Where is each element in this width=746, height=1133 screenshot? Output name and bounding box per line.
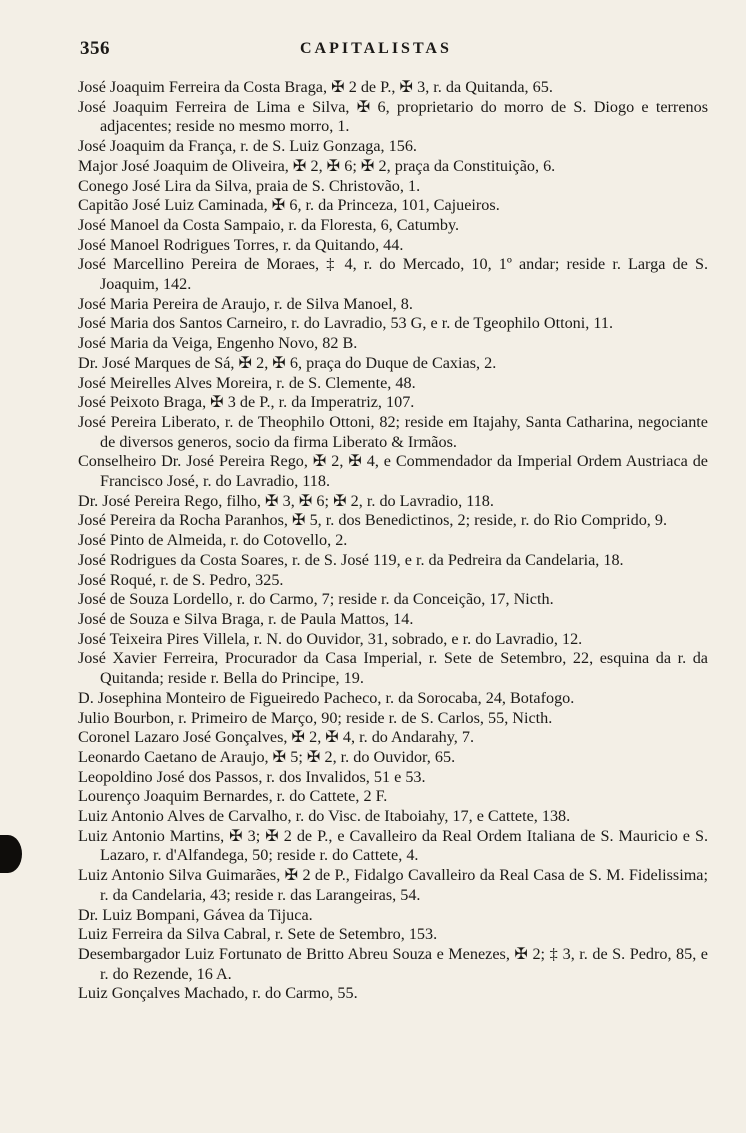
- directory-entry: José Peixoto Braga, ✠ 3 de P., r. da Imperatriz, 107.: [78, 393, 415, 412]
- directory-entry: José Manoel Rodrigues Torres, r. da Quitando, 44.: [78, 235, 404, 254]
- directory-entry: Desembargador Luiz Fortunato de Britto Abreu Souza e Menezes, ✠ 2; ‡ 3, r. de S. Pedro, 85, e r. do Rezende, 16 A.: [78, 944, 708, 983]
- directory-entry: José Rodrigues da Costa Soares, r. de S. José 119, e r. da Pedreira da Candelaria, 18.: [78, 550, 624, 569]
- directory-entry: José Maria da Veiga, Engenho Novo, 82 B.: [78, 334, 358, 353]
- directory-entry: José de Souza Lordello, r. do Carmo, 7; reside r. da Conceição, 17, Nicth.: [78, 590, 554, 609]
- directory-entry: José Pereira Liberato, r. de Theophilo Ottoni, 82; reside em Itajahy, Santa Catharina, negociante de diversos generos, socio da firma Liberato & Irmãos.: [78, 412, 708, 451]
- directory-entry: Luiz Antonio Alves de Carvalho, r. do Visc. de Itaboiahy, 17, e Cattete, 138.: [78, 807, 571, 826]
- directory-entry: José Meirelles Alves Moreira, r. de S. Clemente, 48.: [78, 373, 416, 392]
- running-head: CAPITALISTAS: [300, 40, 452, 57]
- directory-entry: Luiz Gonçalves Machado, r. do Carmo, 55.: [78, 984, 358, 1003]
- directory-entry: José Pereira da Rocha Paranhos, ✠ 5, r. dos Benedictinos, 2; reside, r. do Rio Comprido, 9.: [78, 511, 668, 530]
- directory-entry: José Maria dos Santos Carneiro, r. do Lavradio, 53 G, e r. de Tgeophilo Ottoni, 11.: [78, 314, 613, 333]
- directory-entry: José Roqué, r. de S. Pedro, 325.: [78, 570, 284, 589]
- directory-entry: José Joaquim da França, r. de S. Luiz Gonzaga, 156.: [78, 137, 417, 156]
- directory-entry: José Marcellino Pereira de Moraes, ‡ 4, r. do Mercado, 10, 1º andar; reside r. Larga de S. Joaquim, 142.: [78, 255, 708, 294]
- directory-entry: Major José Joaquim de Oliveira, ✠ 2, ✠ 6; ✠ 2, praça da Constituição, 6.: [78, 156, 556, 175]
- page-number: 356: [80, 38, 110, 59]
- directory-entry: José de Souza e Silva Braga, r. de Paula Mattos, 14.: [78, 609, 414, 628]
- directory-entry: Lourenço Joaquim Bernardes, r. do Cattete, 2 F.: [78, 787, 388, 806]
- directory-entries: [78, 78, 708, 1004]
- binding-edge-mark: [0, 835, 22, 873]
- directory-entry: Julio Bourbon, r. Primeiro de Março, 90; reside r. de S. Carlos, 55, Nicth.: [78, 708, 553, 727]
- directory-entry: Dr. José Marques de Sá, ✠ 2, ✠ 6, praça do Duque de Caxias, 2.: [78, 353, 497, 372]
- directory-entry: Leopoldino José dos Passos, r. dos Invalidos, 51 e 53.: [78, 767, 426, 786]
- directory-entry: Dr. José Pereira Rego, filho, ✠ 3, ✠ 6; ✠ 2, r. do Lavradio, 118.: [78, 491, 494, 510]
- directory-entry: José Manoel da Costa Sampaio, r. da Floresta, 6, Catumby.: [78, 215, 460, 234]
- directory-entry: José Pinto de Almeida, r. do Cotovello, 2.: [78, 531, 348, 550]
- directory-entry: José Joaquim Ferreira de Lima e Silva, ✠ 6, proprietario do morro de S. Diogo e terrenos adjacentes; reside no mesmo morro, 1.: [78, 97, 708, 136]
- directory-entry: Luiz Antonio Martins, ✠ 3; ✠ 2 de P., e Cavalleiro da Real Ordem Italiana de S. Mauricio e S. Lazaro, r. d'Alfandega, 50; reside r. do Cattete, 4.: [78, 826, 708, 865]
- directory-entry: Dr. Luiz Bompani, Gávea da Tijuca.: [78, 905, 313, 924]
- directory-entry: José Teixeira Pires Villela, r. N. do Ouvidor, 31, sobrado, e r. do Lavradio, 12.: [78, 629, 583, 648]
- directory-entry: José Xavier Ferreira, Procurador da Casa Imperial, r. Sete de Setembro, 22, esquina da r. da Quitanda; reside r. Bella do Principe, 19.: [78, 649, 708, 688]
- directory-entry: Coronel Lazaro José Gonçalves, ✠ 2, ✠ 4, r. do Andarahy, 7.: [78, 728, 475, 747]
- directory-entry: D. Josephina Monteiro de Figueiredo Pacheco, r. da Sorocaba, 24, Botafogo.: [78, 688, 575, 707]
- directory-entry: Luiz Ferreira da Silva Cabral, r. Sete de Setembro, 153.: [78, 925, 438, 944]
- directory-entry: Leonardo Caetano de Araujo, ✠ 5; ✠ 2, r. do Ouvidor, 65.: [78, 747, 456, 766]
- directory-entry: Luiz Antonio Silva Guimarães, ✠ 2 de P., Fidalgo Cavalleiro da Real Casa de S. M. Fidelissima; r. da Candelaria, 43; reside r. das Larangeiras, 54.: [78, 866, 708, 904]
- directory-entry: Capitão José Luiz Caminada, ✠ 6, r. da Princeza, 101, Cajueiros.: [78, 196, 500, 215]
- directory-entry: José Maria Pereira de Araujo, r. de Silva Manoel, 8.: [78, 294, 413, 313]
- directory-entry: José Joaquim Ferreira da Costa Braga, ✠ 2 de P., ✠ 3, r. da Quitanda, 65.: [78, 78, 553, 96]
- directory-entry: Conego José Lira da Silva, praia de S. Christovão, 1.: [78, 176, 421, 195]
- directory-entry: Conselheiro Dr. José Pereira Rego, ✠ 2, ✠ 4, e Commendador da Imperial Ordem Austriaca de Francisco José, r. do Lavradio, 118.: [78, 452, 708, 491]
